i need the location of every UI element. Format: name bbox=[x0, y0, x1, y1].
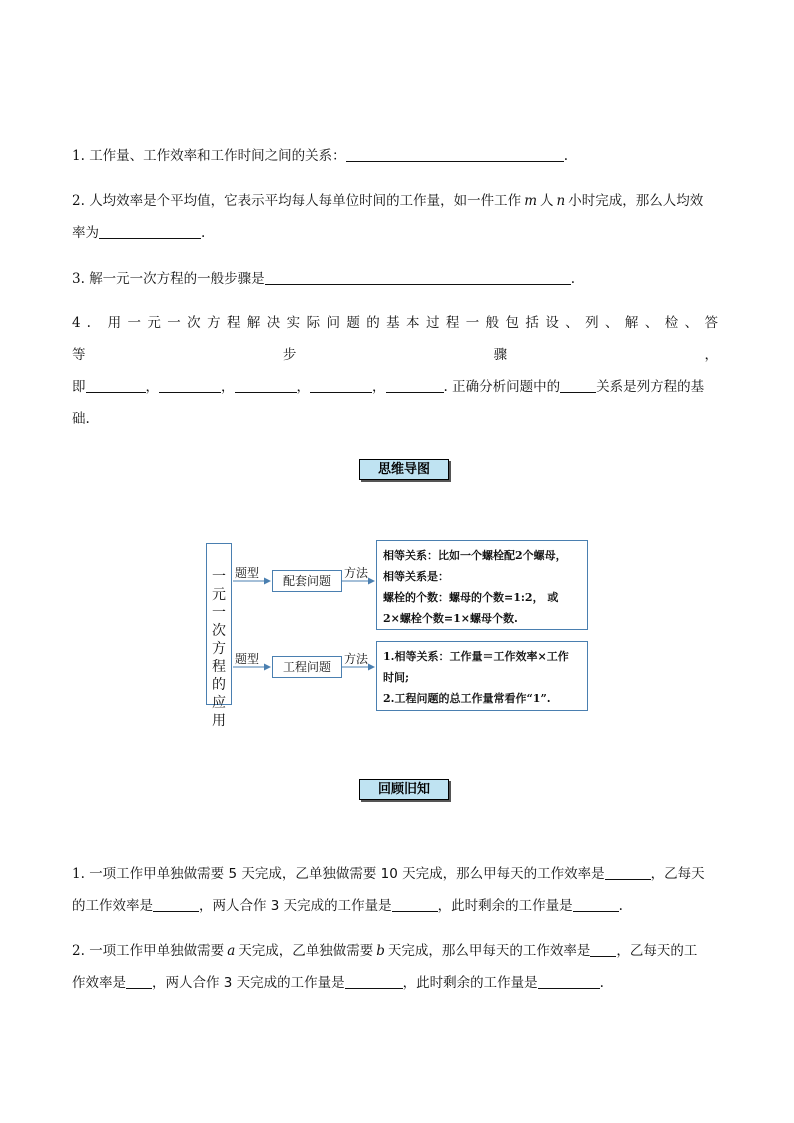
answer-blank[interactable] bbox=[126, 974, 152, 989]
answer-blank[interactable] bbox=[346, 147, 564, 162]
variable-n: n bbox=[556, 193, 566, 209]
question-text: 人 bbox=[540, 193, 554, 209]
question-text: 小时完成，那么人均效 bbox=[568, 193, 704, 209]
answer-blank[interactable] bbox=[538, 974, 600, 989]
info-line: 1.相等关系：工作量＝工作效率×工作 bbox=[383, 650, 569, 663]
section-title-review: 回顾旧知 bbox=[359, 779, 449, 800]
question-text: 础 bbox=[72, 411, 86, 427]
question-text: ，此时剩余的工作量是 bbox=[437, 898, 573, 914]
answer-blank[interactable] bbox=[265, 270, 571, 285]
question-text: 人均效率是个平均值，它表示平均每人每单位时间的工作量，如一件工作 bbox=[89, 193, 522, 209]
root-char: 的 bbox=[212, 677, 226, 693]
question-text: 率为 bbox=[72, 225, 99, 241]
separator: ， bbox=[145, 379, 159, 395]
info-line: 2×螺栓个数=1×螺母个数. bbox=[383, 612, 518, 625]
branch-type-label: 题型 bbox=[235, 566, 260, 580]
answer-blank[interactable] bbox=[605, 865, 651, 880]
question-text: 关系是列方程的基 bbox=[596, 379, 705, 395]
question-2: 2. 人均效率是个平均值，它表示平均每人每单位时间的工作量，如一件工作 m 人 n 小时完成，那么人均效 率为 . bbox=[72, 193, 704, 241]
question-text: 天完成，乙单独做需要 bbox=[238, 943, 374, 959]
root-char: 方 bbox=[212, 641, 226, 657]
info-line: 螺栓的个数：螺母的个数=1:2， 或 bbox=[383, 591, 559, 604]
info-line: 时间; bbox=[383, 671, 410, 684]
question-number: 2. bbox=[72, 943, 85, 959]
question-text: 一项工作甲单独做需要 5 天完成，乙单独做需要 10 天完成，那么甲每天的工作效率是 bbox=[89, 866, 605, 882]
root-char: 一 bbox=[212, 569, 226, 585]
branch-method-label: 方法 bbox=[344, 566, 369, 580]
answer-blank[interactable] bbox=[345, 974, 403, 989]
question-text: ，此时剩余的工作量是 bbox=[402, 975, 538, 991]
question-number: 3. bbox=[72, 271, 85, 287]
topic-node-matching: 配套问题 bbox=[272, 570, 342, 592]
branch-type-label: 题型 bbox=[235, 652, 260, 666]
root-char: 应 bbox=[212, 695, 226, 711]
topic-node-engineering: 工程问题 bbox=[272, 656, 342, 678]
question-1: 1. 工作量、工作效率和工作时间之间的关系： . bbox=[72, 148, 568, 164]
question-text: ，乙每天的工 bbox=[616, 943, 698, 959]
root-char: 程 bbox=[212, 659, 226, 675]
variable-a: a bbox=[227, 943, 236, 959]
question-number: 4. bbox=[72, 315, 97, 331]
root-char: 元 bbox=[212, 587, 226, 603]
root-char: 用 bbox=[212, 713, 226, 729]
question-text: 的工作效率是 bbox=[72, 898, 153, 914]
question-text: 正确分析问题中的 bbox=[452, 379, 561, 395]
question-text: ，两人合作 3 天完成的工作量是 bbox=[199, 898, 392, 914]
question-text: 工作量、工作效率和工作时间之间的关系： bbox=[89, 148, 346, 164]
answer-blank[interactable] bbox=[386, 378, 444, 393]
question-number: 1. bbox=[72, 148, 85, 164]
answer-blank[interactable] bbox=[590, 942, 616, 957]
question-text: 用一元一次方程解决实际问题的基本过程一般包括设、列、解、检、答等步骤， bbox=[72, 315, 725, 363]
answer-blank[interactable] bbox=[560, 378, 596, 393]
branch-method-label: 方法 bbox=[344, 652, 369, 666]
section-title-mind-map: 思维导图 bbox=[359, 459, 449, 480]
separator: ， bbox=[372, 379, 386, 395]
variable-m: m bbox=[524, 193, 537, 209]
question-text: 作效率是 bbox=[72, 975, 126, 991]
root-char: 一 bbox=[212, 605, 226, 621]
answer-blank[interactable] bbox=[99, 224, 201, 239]
answer-blank[interactable] bbox=[86, 378, 146, 393]
question-text: ，乙每天 bbox=[650, 866, 705, 882]
answer-blank[interactable] bbox=[235, 378, 297, 393]
answer-blank[interactable] bbox=[153, 897, 199, 912]
info-box-matching bbox=[376, 540, 588, 630]
practice-question-1: 1. 一项工作甲单独做需要 5 天完成，乙单独做需要 10 天完成，那么甲每天的工作效率是 ，乙每天 的工作效率是 ，两人合作 3 天完成的工作量是 ，此时剩余的工作量是 . bbox=[72, 866, 705, 914]
info-line: 2.工程问题的总工作量常看作“1”. bbox=[383, 692, 551, 705]
question-4: 4. 用一元一次方程解决实际问题的基本过程一般包括设、列、解、检、答等步骤， 即 ， ， ， ， . 正确分析问题中的 关系是列方程的基 础. bbox=[72, 315, 725, 427]
answer-blank[interactable] bbox=[573, 897, 619, 912]
question-3: 3. 解一元一次方程的一般步骤是 . bbox=[72, 271, 575, 287]
question-text: 天完成，那么甲每天的工作效率是 bbox=[387, 943, 591, 959]
question-number: 1. bbox=[72, 866, 85, 882]
question-number: 2. bbox=[72, 193, 85, 209]
practice-question-2: 2. 一项工作甲单独做需要 a 天完成，乙单独做需要 b 天完成，那么甲每天的工作效率是 ，乙每天的工 作效率是 ，两人合作 3 天完成的工作量是 ，此时剩余的工作量是 . bbox=[72, 943, 698, 991]
info-box-engineering bbox=[376, 641, 588, 711]
question-text: 即 bbox=[72, 379, 86, 395]
separator: ， bbox=[221, 379, 235, 395]
answer-blank[interactable] bbox=[310, 378, 372, 393]
mind-map-diagram bbox=[200, 535, 600, 729]
root-char: 次 bbox=[212, 623, 226, 639]
root-node bbox=[206, 543, 232, 729]
variable-b: b bbox=[376, 943, 385, 959]
info-line: 相等关系是： bbox=[383, 570, 449, 583]
answer-blank[interactable] bbox=[159, 378, 221, 393]
info-line: 相等关系：比如一个螺栓配2个螺母， bbox=[383, 549, 567, 562]
question-text: ，两人合作 3 天完成的工作量是 bbox=[152, 975, 345, 991]
answer-blank[interactable] bbox=[392, 897, 438, 912]
separator: ， bbox=[296, 379, 310, 395]
question-text: 解一元一次方程的一般步骤是 bbox=[89, 271, 265, 287]
question-text: 一项工作甲单独做需要 bbox=[89, 943, 225, 959]
